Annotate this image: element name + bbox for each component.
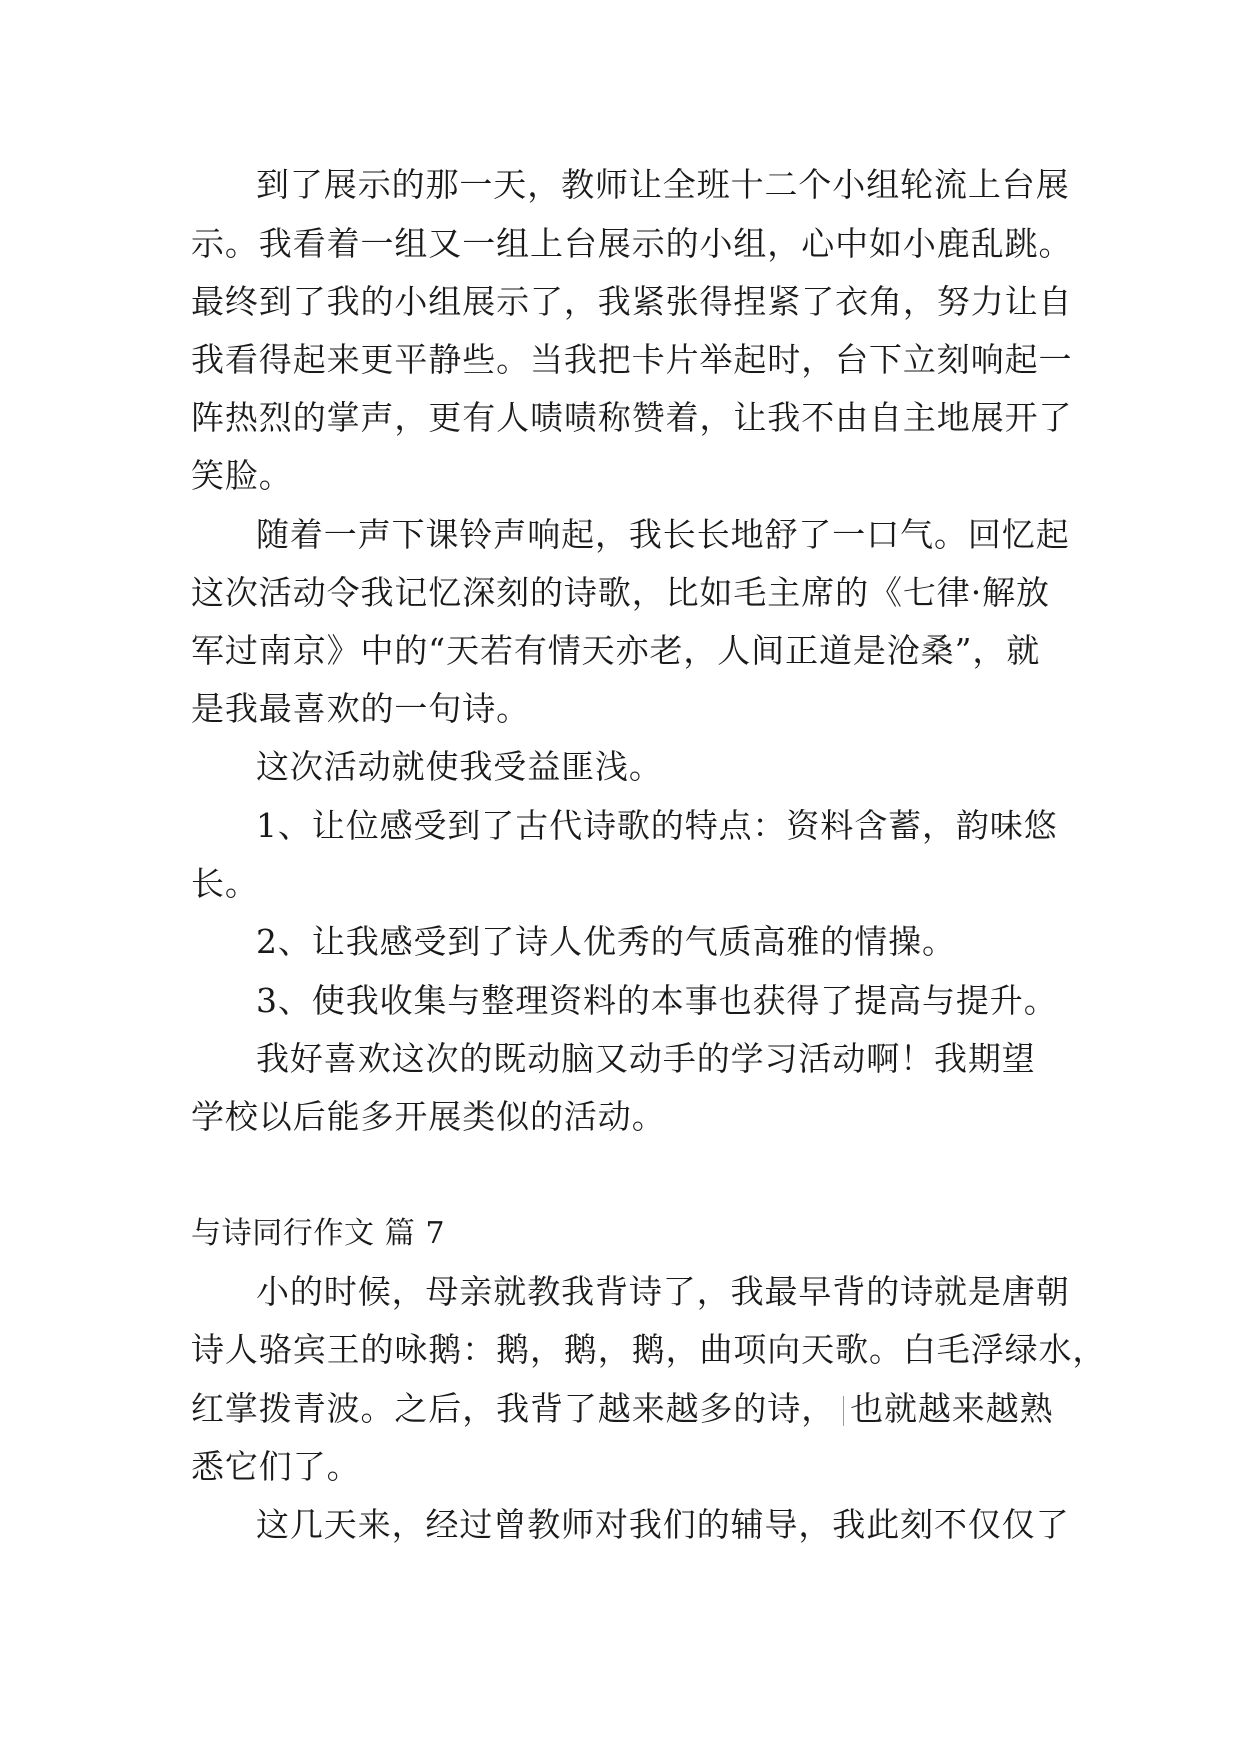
paragraph-line: 笑脸。	[191, 456, 293, 495]
paragraph-line-segment: 红掌拨青波。之后，我背了越来越多的诗，	[191, 1389, 836, 1428]
list-item-line: 2、让我感受到了诗人优秀的气质高雅的情操。	[256, 922, 956, 961]
paragraph-line	[191, 1389, 1054, 1429]
paragraph-line: 到了展示的那一天，教师让全班十二个小组轮流上台展	[256, 165, 1070, 204]
list-item-line: 3、使我收集与整理资料的本事也获得了提高与提升。	[256, 981, 1058, 1020]
paragraph-line: 示。我看着一组又一组上台展示的小组，心中如小鹿乱跳。	[191, 224, 1073, 263]
paragraph-line: 学校以后能多开展类似的活动。	[191, 1097, 666, 1136]
paragraph-line: 这几天来，经过曾教师对我们的辅导，我此刻不仅仅了	[256, 1505, 1070, 1544]
section-heading: 与诗同行作文 篇 7	[191, 1216, 446, 1251]
list-item-line: 1、让位感受到了古代诗歌的特点：资料含蓄，韵味悠	[256, 806, 1058, 845]
paragraph-line: 随着一声下课铃声响起，我长长地舒了一口气。回忆起	[256, 515, 1070, 554]
paragraph-line: 是我最喜欢的一句诗。	[191, 689, 530, 728]
paragraph-line: 我好喜欢这次的既动脑又动手的学习活动啊！我期望	[256, 1039, 1036, 1078]
paragraph-line: 最终到了我的小组展示了，我紧张得捏紧了衣角，努力让自	[191, 282, 1073, 321]
paragraph-line: 这次活动就使我受益匪浅。	[256, 747, 663, 786]
paragraph-line: 阵热烈的掌声，更有人啧啧称赞着，让我不由自主地展开了	[191, 398, 1073, 437]
list-item-line: 长。	[191, 864, 259, 903]
paragraph-line: 我看得起来更平静些。当我把卡片举起时，台下立刻响起一	[191, 340, 1073, 379]
paragraph-line: 小的时候，母亲就教我背诗了，我最早背的诗就是唐朝	[256, 1272, 1070, 1311]
paragraph-line-segment: 也就越来越熟	[850, 1389, 1054, 1428]
paragraph-line: 诗人骆宾王的咏鹅：鹅，鹅，鹅，曲项向天歌。白毛浮绿水，	[191, 1330, 1107, 1369]
paragraph-line: 这次活动令我记忆深刻的诗歌，比如毛主席的《七律·解放	[191, 573, 1050, 612]
text-cursor-mark	[843, 1396, 844, 1426]
paragraph-line: 军过南京》中的“天若有情天亦老，人间正道是沧桑”，就	[191, 631, 1041, 670]
paragraph-line: 悉它们了。	[191, 1447, 361, 1486]
